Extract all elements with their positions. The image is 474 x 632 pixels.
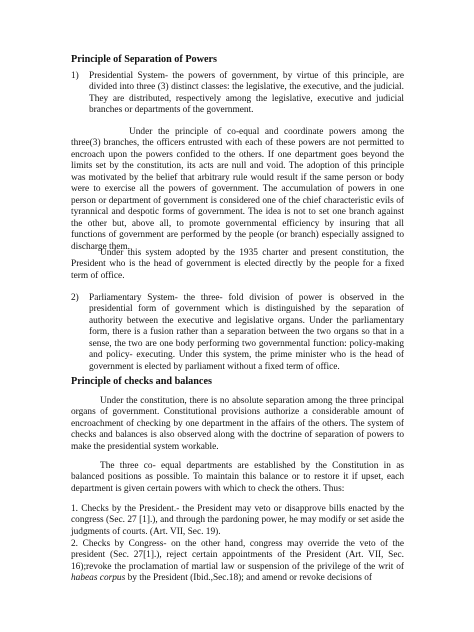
list-text: Presidential System- the powers of government, by virtue of this principle, are divided into three (3) distinct classes: the legislative, the executive, and the judicial. They are distributed, respectively among the legislative, executive and judicial branches or departments of the government. bbox=[89, 71, 404, 116]
paragraph-1935-charter: Under this system adopted by the 1935 charter and present constitution, the President who is the head of government is elected directly by the people for a fixed term of office. bbox=[71, 248, 404, 281]
list-number: 2) bbox=[71, 293, 79, 303]
paragraph-coequal-powers: Under the principle of co-equal and coordinate powers among the three(3) branches, the officers entrusted with each of these powers are not permitted to encroach upon the powers confided to the others. If one department goes beyond the limits set by the constitution, its acts are null and void. The adoption of this principle was motivated by the belief that arbitrary rule would result if the same person or body were to exercise all the powers of government. The accumulation of powers in one person or department of government is considered one of the chief characteristic evils of tyrannical and despotic forms of government. The idea is not to set one branch against the other but, above all, to promote governmental efficiency by insuring that all functions of government are performed by the people (or branch) especially assigned to discharge them. bbox=[71, 127, 404, 252]
paragraph-three-departments: The three co- equal departments are established by the Constitution in as balanced positions as possible. To maintain this balance or to restore it if upset, each department is given certain powers with which to check the others. Thus: bbox=[71, 461, 404, 494]
paragraph-checks-by-president: 1. Checks by the President.- the President may veto or disapprove bills enacted by the congress (Sec. 27 [1].), and through the pardoning power, he may modify or set aside the judgments of courts. (Art. VII, Sec. 19). bbox=[71, 504, 404, 537]
list-text: Parliamentary System- the three- fold division of power is observed in the presidential form of government which is distinguished by the separation of authority between the executive and legislative organs. Under the parliamentary form, there is a fusion rather than a separation between the two organs so that in a sense, the two are one body performing two governmental function: policy-making and policy- executing. Under this system, the prime minister who is the head of government is elected by parliament without a fixed term of office. bbox=[89, 293, 404, 372]
check2-text-after: by the President (Ibid.,Sec.18); and amend or revoke decisions of bbox=[125, 573, 373, 584]
paragraph-no-absolute-separation: Under the constitution, there is no absolute separation among the three principal organs of government. Constitutional provisions authorize a considerable amount of encroachment of checking by one department in the affairs of the others. The system of checks and balances is also observed along with the doctrine of separation of powers to make the presidential system workable. bbox=[71, 396, 404, 452]
section-title-separation-of-powers: Principle of Separation of Powers bbox=[71, 54, 217, 65]
section-title-checks-and-balances: Principle of checks and balances bbox=[71, 376, 212, 387]
check2-text-italic: habeas corpus bbox=[71, 573, 126, 584]
list-item-presidential-system bbox=[71, 71, 404, 117]
paragraph-checks-by-congress bbox=[71, 539, 404, 585]
list-item-parliamentary-system bbox=[71, 293, 404, 373]
list-number: 1) bbox=[71, 71, 79, 81]
check2-text-before: 2. Checks by Congress- on the other hand, congress may override the veto of the president (Sec. 27[1].), reject certain appointments of the President (Art. VII, Sec. 16);revoke the proclamation of martial law or suspension of the privilege of the writ of bbox=[71, 539, 404, 572]
